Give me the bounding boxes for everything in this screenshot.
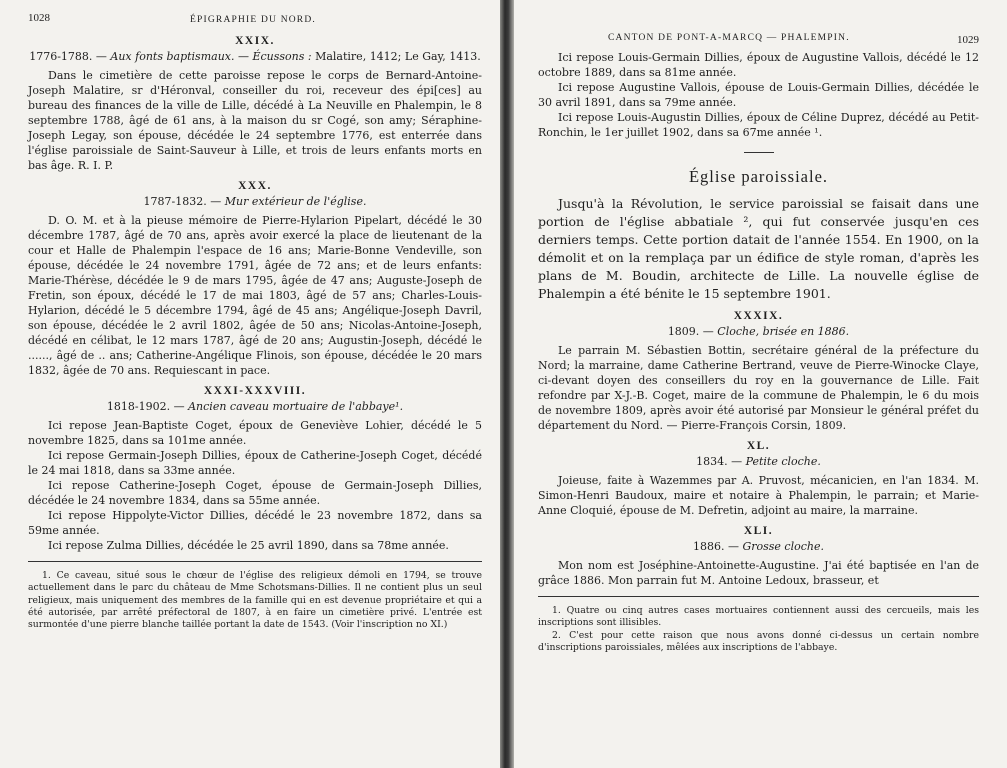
inscription-text: Ici repose Jean-Baptiste Coget, époux de Geneviève Lohier, décédé le 5 novembre 1825, dans sa 101me année. xyxy=(28,419,482,447)
footnote: 1. Ce caveau, situé sous le chœur de l'église des religieux démoli en 1794, se trouve actuellement dans le parc du château de Mme Schotsmans-Dillies. Il ne contient plus un seul religieux, mais uniquement des membres de la famille qui en est devenue propriétaire et qui a été autorisée, par arrêté préfectoral de 1807, à en faire un cimetière privé. L'entrée est surmontée d'une pierre blanche taillée portant la date de 1543. (Voir l'inscription no XI.) xyxy=(28,570,482,631)
inscription-text: Joieuse, faite à Wazemmes par A. Pruvost, mécanicien, en l'an 1834. M. Simon-Henri Baudoux, maire et notaire à Phalempin, le parrain; et Marie-Anne Cloquié, épouse de M. Defretin, adjoint au maire, la marraine. xyxy=(538,474,979,517)
footnote-divider xyxy=(28,561,482,562)
left-page-header xyxy=(28,12,482,32)
inscription-xxx xyxy=(28,180,482,378)
inscription-text: Dans le cimetière de cette paroisse repose le corps de Bernard-Antoine-Joseph Malatire, sr d'Héronval, conseiller du roi, receveur des épi[ces] au bureau des finances de la ville de Lille, décédé à La Neuville en Phalempin, le 8 septembre 1788, âgé de 61 ans, à la maison du sr Cogé, son amy; Séraphine-Joseph Legay, son épouse, décédée le 24 septembre 1776, est enterrée dans l'église paroissiale de Saint-Sauveur à Lille, et trois de leurs enfants morts en bas âge. R. I. P. xyxy=(28,69,482,172)
inscription-dateline: 1818-1902. — Ancien caveau mortuaire de l'abbaye¹. xyxy=(106,400,404,413)
right-running-title: CANTON DE PONT-A-MARCQ — PHALEMPIN. xyxy=(608,33,850,43)
inscription-numeral: XXXIX. xyxy=(733,310,784,322)
inscription-xl xyxy=(538,440,979,518)
inscription-dateline: 1809. — Cloche, brisée en 1886. xyxy=(667,325,850,338)
inscription-numeral: XXXI-XXXVIII. xyxy=(203,385,307,397)
inscription-xxxi-xxxviii xyxy=(28,385,482,553)
section-separator xyxy=(744,152,774,153)
inscription-xli xyxy=(538,525,979,588)
inscription-text: Ici repose Germain-Joseph Dillies, époux de Catherine-Joseph Coget, décédé le 24 mai 1818, dans sa 33me année. xyxy=(28,449,482,477)
inscription-text: Ici repose Catherine-Joseph Coget, épouse de Germain-Joseph Dillies, décédée le 24 novembre 1834, dans sa 55me année. xyxy=(28,479,482,507)
inscription-text: D. O. M. et à la pieuse mémoire de Pierre-Hylarion Pipelart, décédé le 30 décembre 1787, âgé de 70 ans, après avoir exercé la place de lieutenant de la cour et Halle de Phalempin l'espace de 16 ans; Marie-Bonne Vendeville, son épouse, décédée le 24 novembre 1791, âgée de 72 ans; et de leurs enfants: Marie-Thérèse, décédée le 9 de mars 1795, âgée de 47 ans; Auguste-Joseph de Fretin, son époux, décédé le 17 de mai 1803, âgé de 57 ans; Charles-Louis-Hylarion, décédé le 5 décembre 1794, âgé de 45 ans; Angélique-Joseph Davril, son épouse, décédée le 2 avril 1802, âgée de 50 ans; Nicolas-Antoine-Joseph, décédé en célibat, le 12 mars 1787, âgé de 20 ans; Augustin-Joseph, décédé le ......, âgé de .. ans; Catherine-Angélique Flinois, son épouse, décédée le 20 mars 1832, âgée de 70 ans. Requiescant in pace. xyxy=(28,214,482,377)
footnote: 1. Quatre ou cinq autres cases mortuaires contiennent aussi des cercueils, mais les inscriptions sont illisibles. xyxy=(538,605,979,629)
inscription-text: Ici repose Augustine Vallois, épouse de Louis-Germain Dillies, décédée le 30 avril 1891, dans sa 79me année. xyxy=(538,81,979,109)
section-intro: Jusqu'à la Révolution, le service paroissial se faisait dans une portion de l'église abbatiale ², qui fut conservée jusqu'en ces derniers temps. Cette portion datait de l'année 1554. En 1900, on la démolit et on la remplaça par un édifice de style roman, d'après les plans de M. Boudin, architecte de Lille. La nouvelle église de Phalempin a été bénite le 15 septembre 1901. xyxy=(538,196,979,301)
left-page xyxy=(0,0,500,768)
inscription-text: Ici repose Hippolyte-Victor Dillies, décédé le 23 novembre 1872, dans sa 59me année. xyxy=(28,509,482,537)
inscription-dateline: 1834. — Petite cloche. xyxy=(696,455,821,468)
inscription-text: Ici repose Zulma Dillies, décédée le 25 avril 1890, dans sa 78me année. xyxy=(48,539,449,552)
book-gutter xyxy=(500,0,514,768)
inscription-text: Ici repose Louis-Germain Dillies, époux de Augustine Vallois, décédé le 12 octobre 1889, dans sa 81me année. xyxy=(538,51,979,79)
right-page xyxy=(514,0,1007,768)
inscription-dateline: 1886. — Grosse cloche. xyxy=(692,540,824,553)
inscription-dateline: 1776-1788. — Aux fonts baptismaux. — Écussons : Malatire, 1412; Le Gay, 1413. xyxy=(29,50,481,63)
section-title: Église paroissiale. xyxy=(688,167,829,186)
inscription-text: Ici repose Louis-Augustin Dillies, époux de Céline Duprez, décédé au Petit-Ronchin, le 1er juillet 1902, dans sa 67me année ¹. xyxy=(538,111,979,139)
footnote-divider xyxy=(538,596,979,597)
inscription-numeral: XLI. xyxy=(743,525,774,537)
right-page-header xyxy=(538,30,979,50)
inscription-numeral: XXIX. xyxy=(235,35,275,47)
inscription-text: Mon nom est Joséphine-Antoinette-Augustine. J'ai été baptisée en l'an de grâce 1886. Mon parrain fut M. Antoine Ledoux, brasseur, et xyxy=(538,559,979,587)
left-page-number: 1028 xyxy=(28,12,50,24)
inscription-xxix xyxy=(28,35,482,173)
right-page-number: 1029 xyxy=(957,34,979,46)
inscription-xxxix xyxy=(538,310,979,433)
left-running-title: ÉPIGRAPHIE DU NORD. xyxy=(190,15,316,25)
inscription-numeral: XL. xyxy=(746,440,771,452)
inscription-numeral: XXX. xyxy=(238,180,272,192)
inscription-dateline: 1787-1832. — Mur extérieur de l'église. xyxy=(143,195,367,208)
inscription-text: Le parrain M. Sébastien Bottin, secrétaire général de la préfecture du Nord; la marraine, dame Catherine Bertrand, veuve de Pierre-Winocke Claye, ci-devant doyen des conseillers du roy en la gouvernance de Lille. Fait refondre par X-J.-B. Coget, maire de la commune de Phalempin, le 6 du mois de novembre 1809, après avoir été autorisé par Monsieur le général préfet du département du Nord. — Pierre-François Corsin, 1809. xyxy=(538,344,979,432)
footnote: 2. C'est pour cette raison que nous avons donné ci-dessus un certain nombre d'inscriptions paroissiales, mêlées aux inscriptions de l'abbaye. xyxy=(538,629,979,653)
